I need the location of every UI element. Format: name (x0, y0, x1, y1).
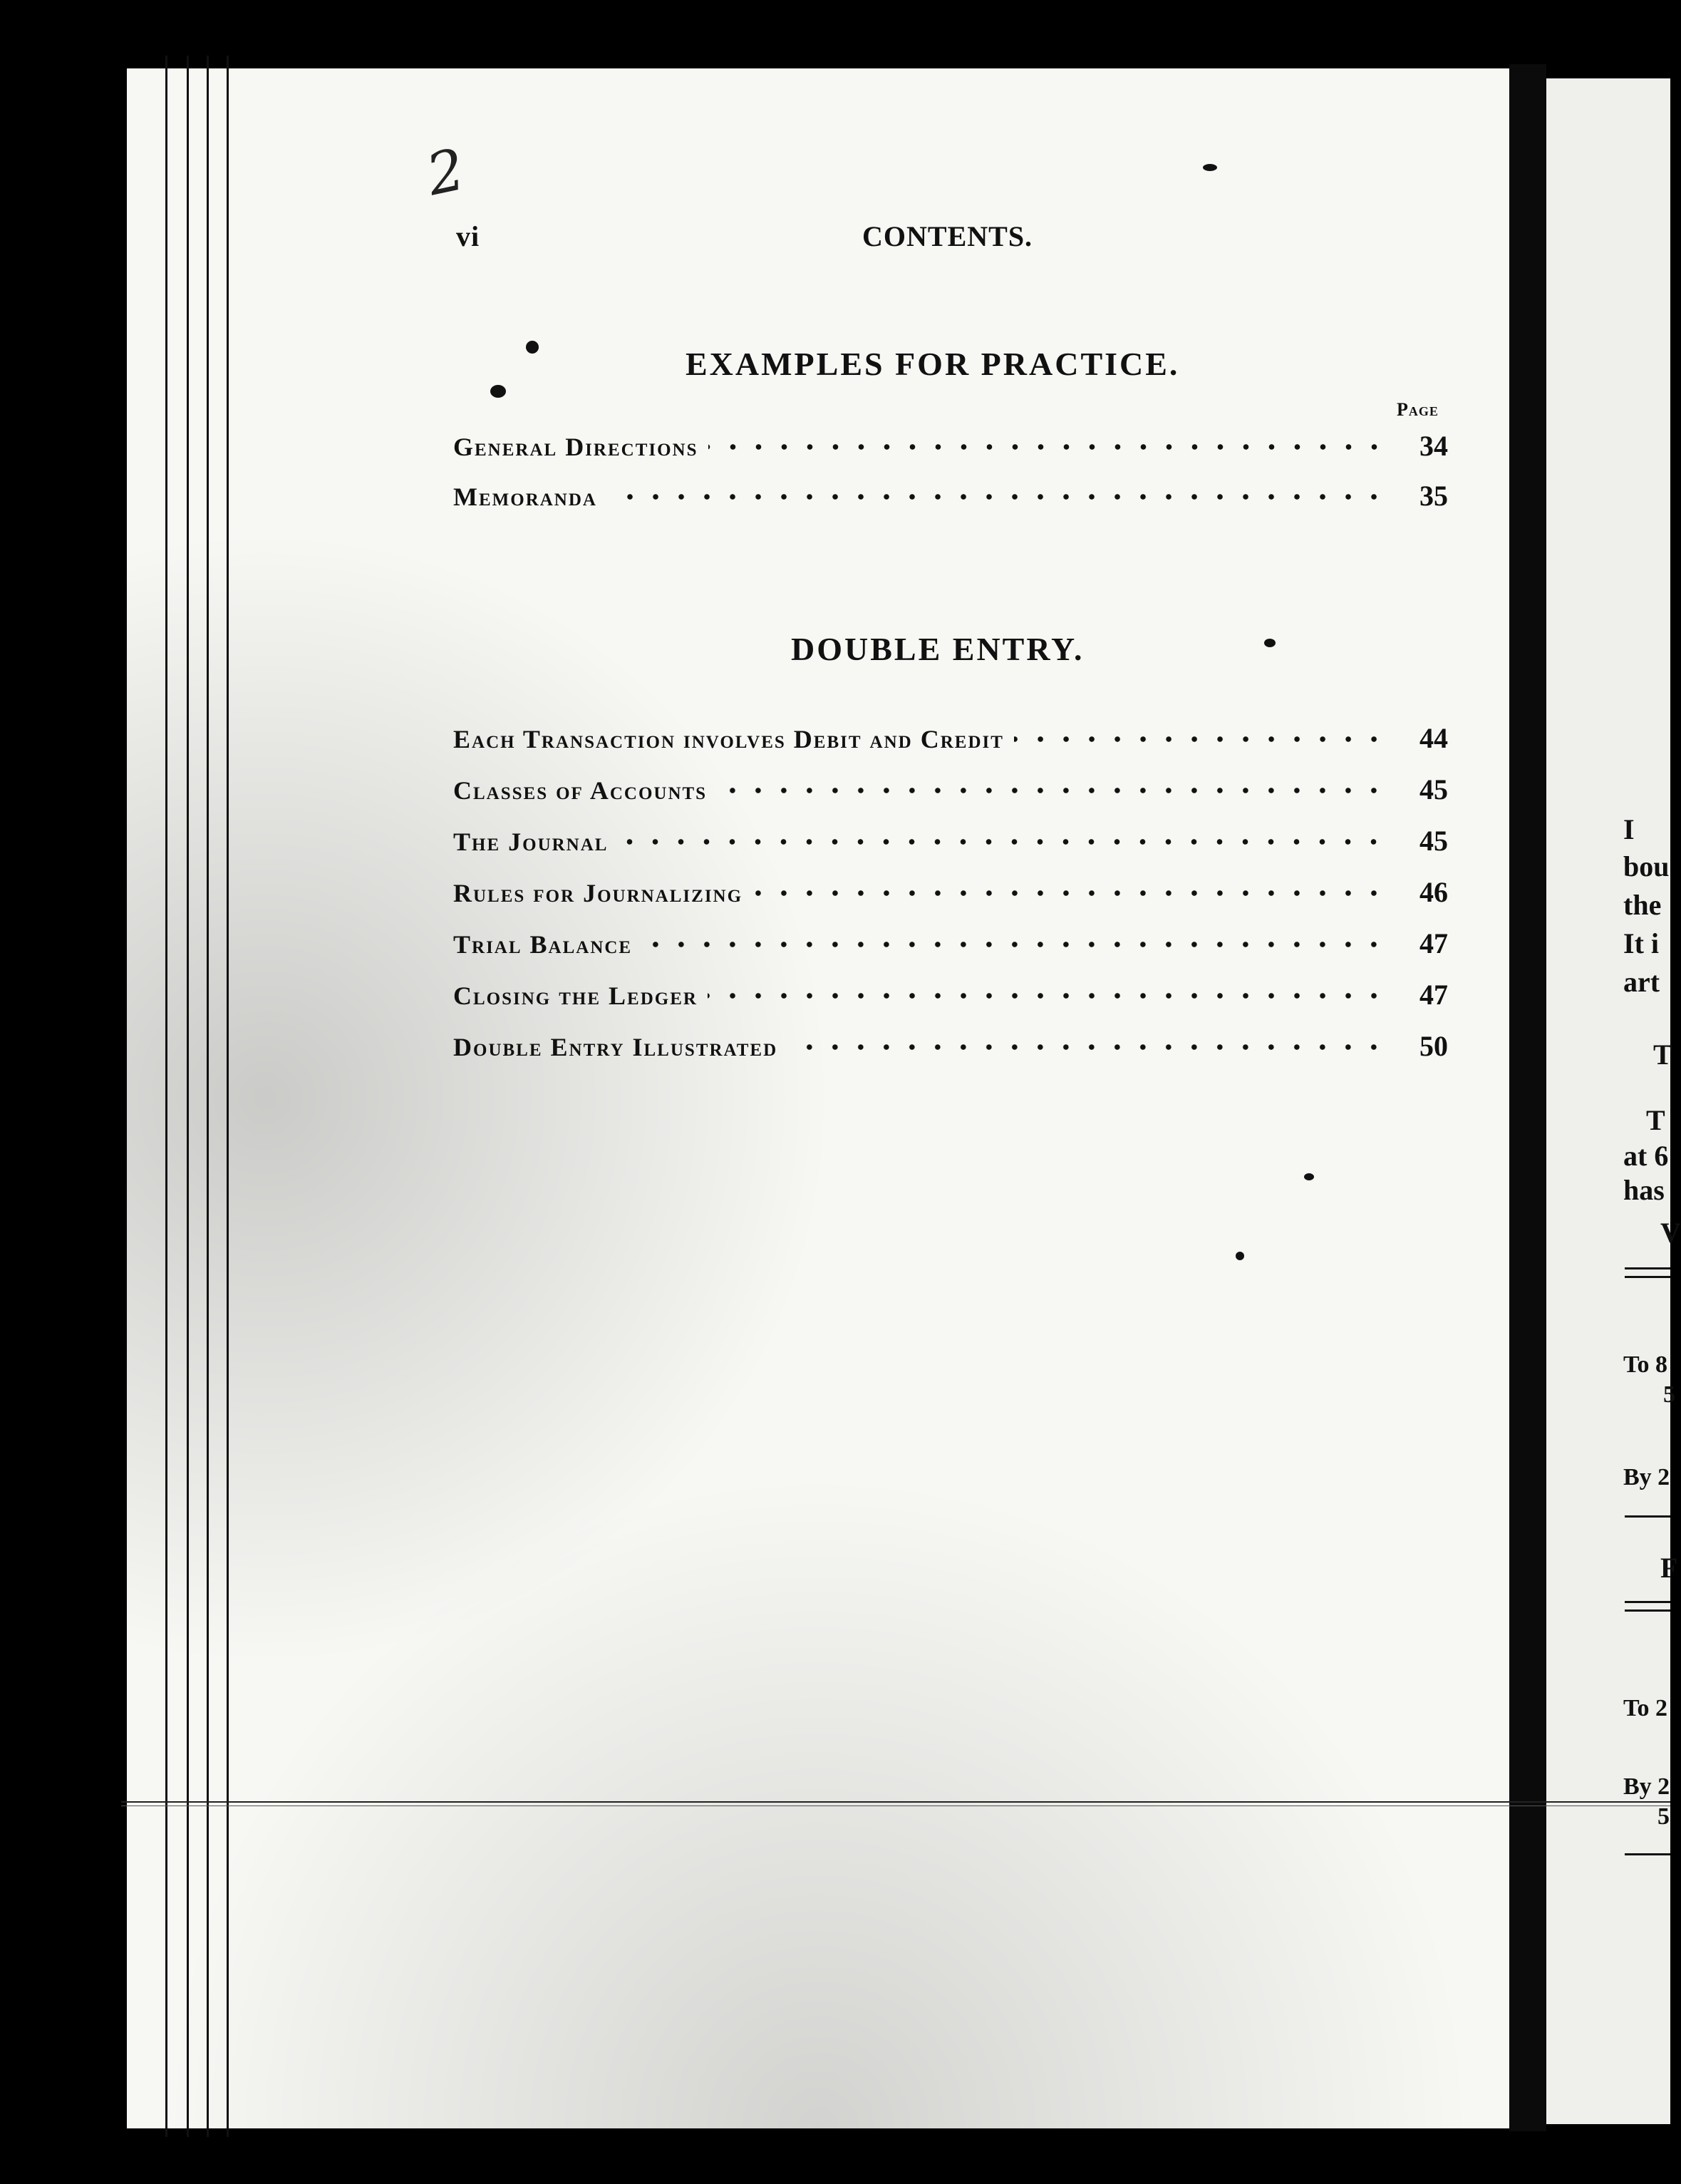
facing-page-text: It i (1623, 927, 1659, 959)
toc-entry-label: Closing the Ledger (453, 982, 698, 1010)
toc-entry-page: 34 (1419, 430, 1448, 462)
toc-entry (453, 978, 1448, 1014)
page-edge (207, 56, 209, 2137)
scan-speck (1236, 1252, 1244, 1260)
dot-leader (607, 493, 1387, 500)
facing-page-text: T (1653, 1039, 1672, 1071)
facing-page-text: I (1623, 813, 1635, 845)
facing-page-text: F (1660, 1552, 1678, 1584)
toc-entry (453, 773, 1448, 808)
toc-entry-page: 35 (1419, 480, 1448, 512)
scan-speck (490, 385, 506, 398)
toc-entry-label: Memoranda (453, 483, 597, 511)
toc-entry (453, 1029, 1448, 1065)
facing-page-text: 5 (1663, 1381, 1675, 1408)
toc-entry-page: 47 (1419, 927, 1448, 959)
book-gutter (1509, 64, 1546, 2131)
toc-entry (453, 721, 1448, 757)
table-rule (1625, 1276, 1670, 1278)
section-title-examples: EXAMPLES FOR PRACTICE. (686, 346, 1180, 382)
toc-entry-label: The Journal (453, 828, 609, 856)
dot-leader (752, 890, 1387, 897)
toc-entry-page: 44 (1419, 722, 1448, 754)
toc-entry-page: 45 (1419, 825, 1448, 857)
dot-leader (1014, 736, 1387, 743)
facing-page-text: has (1623, 1174, 1665, 1206)
dot-leader (708, 443, 1387, 450)
toc-entry-label: Double Entry Illustrated (453, 1033, 778, 1061)
toc-entry-label: Rules for Journalizing (453, 879, 743, 907)
toc-entry (453, 927, 1448, 962)
table-rule (1625, 1601, 1670, 1603)
scan-speck (1304, 1173, 1314, 1180)
facing-page-text: To 2 (1623, 1695, 1668, 1721)
scan-speck (526, 341, 539, 354)
dot-leader (618, 838, 1387, 845)
toc-entry-page: 47 (1419, 979, 1448, 1011)
page-edge (227, 56, 229, 2137)
page-column-label: Page (1397, 399, 1439, 420)
toc-entry-page: 45 (1419, 773, 1448, 805)
facing-page-text: 5 (1657, 1803, 1670, 1830)
table-rule (1625, 1267, 1670, 1269)
page-title: CONTENTS. (862, 220, 1033, 252)
page-number: vi (456, 220, 480, 252)
scan-speck (1203, 164, 1217, 171)
facing-page-text: By 2 (1623, 1773, 1670, 1800)
scan-speck (1264, 639, 1276, 647)
toc-entry (453, 479, 1448, 515)
dot-leader (708, 992, 1387, 999)
facing-page-text: the (1623, 889, 1662, 921)
handwritten-annotation: 2 (420, 135, 471, 209)
toc-entry (453, 824, 1448, 860)
facing-page-text: bou (1623, 850, 1670, 882)
page-edge (187, 56, 189, 2137)
toc-entry-label: Trial Balance (453, 930, 633, 959)
toc-entry (453, 429, 1448, 465)
table-rule (1625, 1515, 1670, 1518)
facing-page-text: V (1660, 1217, 1681, 1249)
table-rule (1625, 1853, 1670, 1855)
table-rule (1625, 1609, 1670, 1612)
dot-leader (787, 1044, 1387, 1051)
toc-entry (453, 875, 1448, 911)
section-title-double-entry: DOUBLE ENTRY. (791, 631, 1085, 667)
facing-page-text: at 6 (1623, 1140, 1669, 1172)
toc-entry-page: 46 (1419, 876, 1448, 908)
page-edge (165, 56, 167, 2137)
facing-page-text: T (1646, 1104, 1665, 1136)
fold-line (121, 1801, 1670, 1806)
facing-page-text: To 8 (1623, 1351, 1668, 1378)
toc-entry-label: General Directions (453, 433, 698, 461)
dot-leader (717, 787, 1387, 794)
toc-entry-page: 50 (1419, 1030, 1448, 1062)
toc-entry-label: Classes of Accounts (453, 776, 708, 805)
facing-page-text: art (1623, 966, 1660, 998)
facing-page (1546, 78, 1670, 2124)
facing-page-text: By 2 (1623, 1464, 1670, 1490)
dot-leader (642, 941, 1387, 948)
toc-entry-label: Each Transaction involves Debit and Credit (453, 725, 1004, 753)
